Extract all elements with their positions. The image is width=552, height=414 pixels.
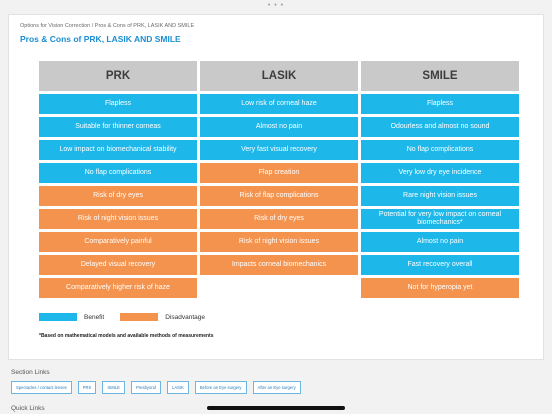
footnote: *Based on mathematical models and available methods of measurements	[39, 333, 214, 339]
table-cell: Almost no pain	[361, 232, 519, 252]
column-lasik	[200, 61, 358, 301]
table-cell: Flapless	[39, 94, 197, 114]
table-cell	[200, 278, 358, 298]
section-link-presbyond[interactable]: Presbyond	[131, 381, 161, 394]
table-cell: Flap creation	[200, 163, 358, 183]
section-link-before-surgery[interactable]: Before an Eye surgery	[195, 381, 247, 394]
table-cell: No flap complications	[39, 163, 197, 183]
table-cell: Fast recovery overall	[361, 255, 519, 275]
table-cell: Risk of dry eyes	[200, 209, 358, 229]
legend-label-benefit: Benefit	[84, 313, 105, 321]
status-bar-dots: • • •	[267, 2, 285, 9]
table-cell: Comparatively higher risk of haze	[39, 278, 197, 298]
home-indicator[interactable]	[207, 406, 345, 410]
column-header-prk: PRK	[39, 61, 197, 91]
table-cell: Impacts corneal biomechanics	[200, 255, 358, 275]
legend	[39, 313, 205, 321]
column-header-smile: SMILE	[361, 61, 519, 91]
table-cell: Low risk of corneal haze	[200, 94, 358, 114]
table-cell: Potential for very low impact on corneal biomechanics*	[361, 209, 519, 229]
breadcrumb[interactable]: Options for Vision Correction / Pros & Cons of PRK, LASIK AND SMILE	[20, 23, 195, 29]
section-link-prk[interactable]: PRK	[78, 381, 97, 394]
table-cell: Almost no pain	[200, 117, 358, 137]
table-cell: Risk of night vision issues	[200, 232, 358, 252]
table-cell: Delayed visual recovery	[39, 255, 197, 275]
table-cell: Flapless	[361, 94, 519, 114]
section-links	[11, 381, 307, 394]
table-cell: Risk of flap complications	[200, 186, 358, 206]
section-link-after-surgery[interactable]: After an Eye surgery	[253, 381, 301, 394]
section-link-spectacles[interactable]: Spectacles / contact lenses	[11, 381, 72, 394]
content-card	[8, 14, 544, 360]
table-cell: Rare night vision issues	[361, 186, 519, 206]
quick-links-title: Quick Links	[11, 405, 45, 412]
table-cell: Very low dry eye incidence	[361, 163, 519, 183]
section-link-lasik[interactable]: LASIK	[167, 381, 189, 394]
page-title: Pros & Cons of PRK, LASIK AND SMILE	[20, 34, 181, 44]
table-cell: Very fast visual recovery	[200, 140, 358, 160]
table-cell: Not for hyperopia yet	[361, 278, 519, 298]
table-cell: Comparatively painful	[39, 232, 197, 252]
column-header-lasik: LASIK	[200, 61, 358, 91]
table-cell: Suitable for thinner corneas	[39, 117, 197, 137]
table-cell: Low impact on biomechanical stability	[39, 140, 197, 160]
table-cell: Odourless and almost no sound	[361, 117, 519, 137]
table-cell: No flap complications	[361, 140, 519, 160]
column-prk	[39, 61, 197, 301]
section-link-smile[interactable]: SMILE	[102, 381, 125, 394]
legend-swatch-benefit	[39, 313, 77, 321]
legend-label-disadvantage: Disadvantage	[165, 313, 205, 321]
column-smile	[361, 61, 519, 301]
section-links-title: Section Links	[11, 369, 50, 376]
legend-swatch-disadvantage	[120, 313, 158, 321]
table-cell: Risk of night vision issues	[39, 209, 197, 229]
table-cell: Risk of dry eyes	[39, 186, 197, 206]
comparison-table	[39, 61, 519, 301]
